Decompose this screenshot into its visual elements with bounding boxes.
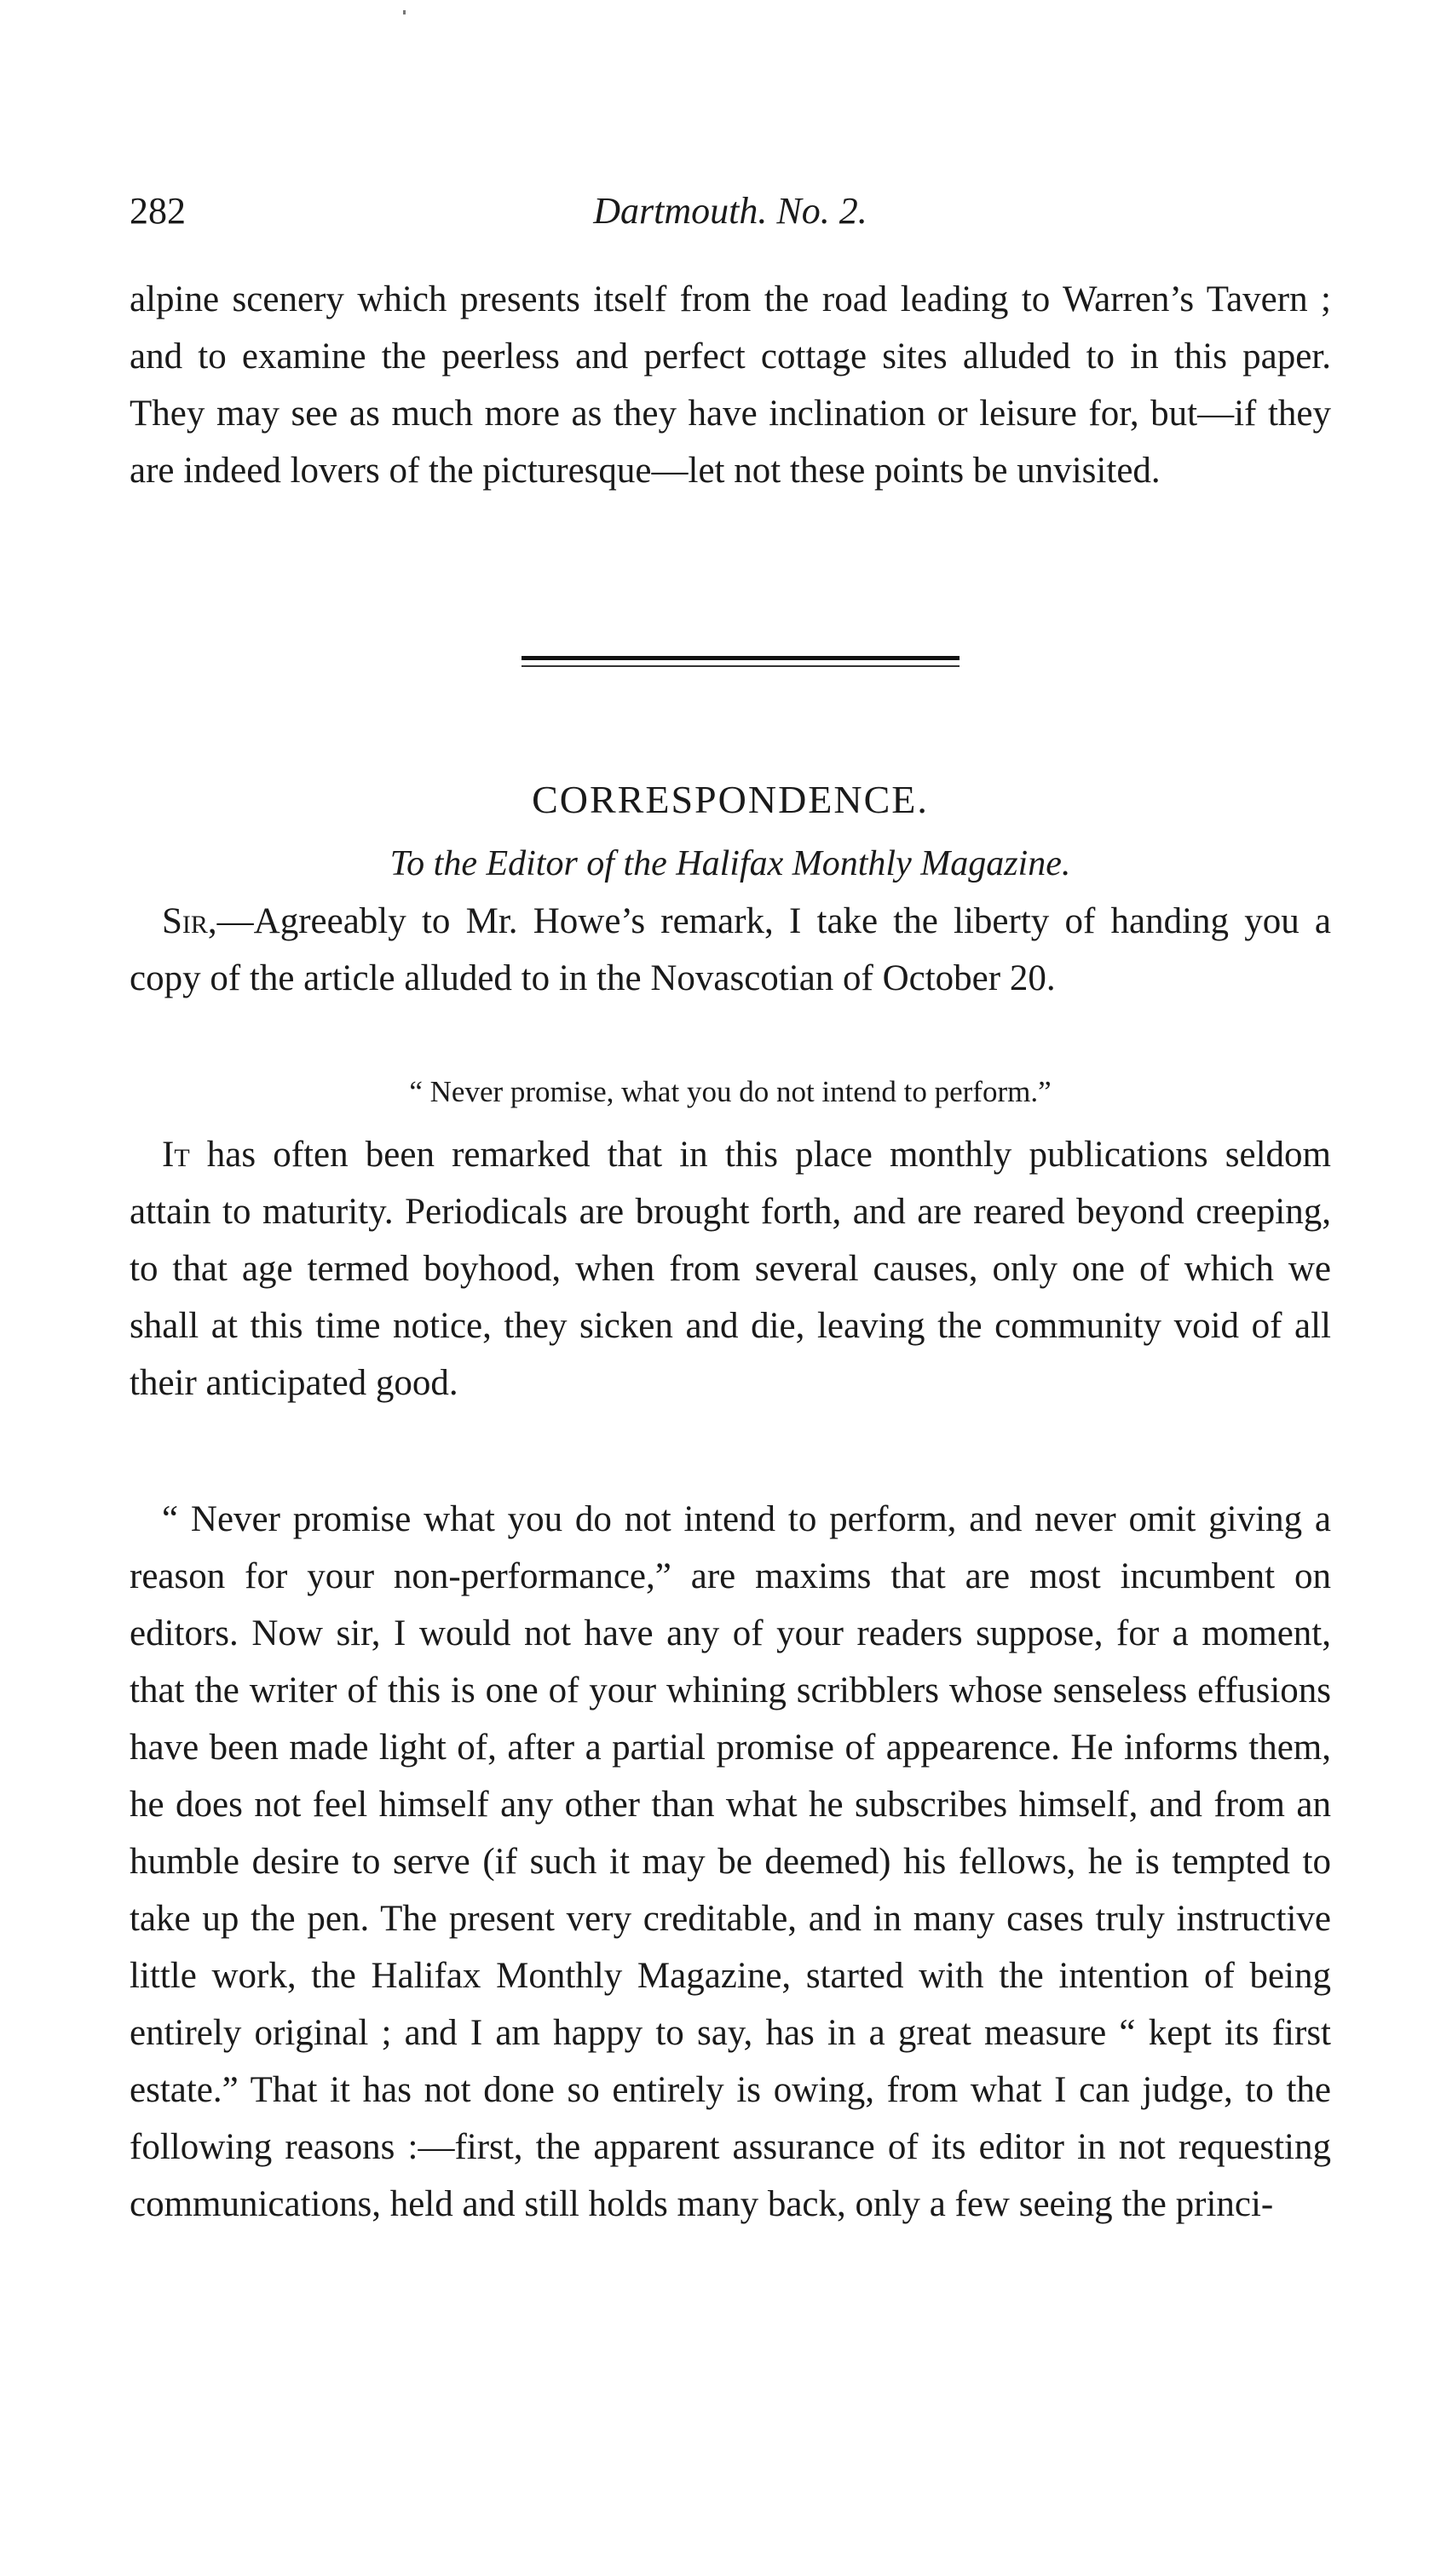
letter-address: To the Editor of the Halifax Monthly Magazine.: [389, 844, 1071, 883]
lead-word: It: [162, 1135, 190, 1175]
page-mark: [403, 10, 406, 14]
salutation: Sir,: [162, 901, 217, 941]
opening-paragraph: [130, 893, 1331, 1007]
section-divider-thin: [522, 665, 960, 667]
running-title: Dartmouth. No. 2.: [593, 190, 867, 232]
article-paragraph-1: [130, 1126, 1331, 1412]
paragraph-text: alpine scenery which presents itself from the road leading to Warren’s Tavern ; and to examine the peerless and perfect cottage sites alluded to in this paper. They may see as much more as they have inclination or leisure for, but—if they are indeed lovers of the picturesque—let not these points be unvisited.: [130, 279, 1331, 491]
motto: “ Never promise, what you do not intend to perform.”: [409, 1075, 1052, 1108]
running-head: [130, 189, 1331, 240]
continued-paragraph: [130, 271, 1331, 499]
section-heading: CORRESPONDENCE.: [532, 778, 929, 821]
opening-text: —Agreeably to Mr. Howe’s remark, I take the liberty of handing you a copy of the article alluded to in the Novascotian of October 20.: [130, 901, 1331, 998]
paragraph-text: “ Never promise what you do not intend to perform, and never omit giving a reason for your non-performance,” are maxims that are most incumbent on editors. Now sir, I would not have any of your readers suppose, for a moment, that the writer of this is one of your whining scribblers whose senseless effusions have been made light of, after a partial promise of appearence. He informs them, he does not feel himself any other than what he subscribes himself, and from an humble desire to serve (if such it may be deemed) his fellows, he is tempted to take up the pen. The present very creditable, and in many cases truly instructive little work, the Halifax Monthly Magazine, started with the intention of being entirely original ; and I am happy to say, has in a great measure “ kept its first estate.” That it has not done so entirely is owing, from what I can judge, to the following reasons :—first, the apparent assurance of its editor in not requesting communications, held and still holds many back, only a few seeing the princi-: [130, 1499, 1331, 2224]
page-number: 282: [130, 190, 186, 232]
letter-opening: [130, 893, 1331, 1007]
article-paragraph-2: [130, 1491, 1331, 2233]
paragraph-body: has often been remarked that in this place monthly publications seldom attain to maturity. Periodicals are brought forth, and are reared beyond creeping, to that age termed boyhood, when from several causes, only one of which we shall at this time notice, they sicken and die, leaving the community void of all their anticipated good.: [130, 1135, 1331, 1403]
section-divider: [522, 656, 960, 660]
paragraph-text: [130, 1126, 1331, 1412]
